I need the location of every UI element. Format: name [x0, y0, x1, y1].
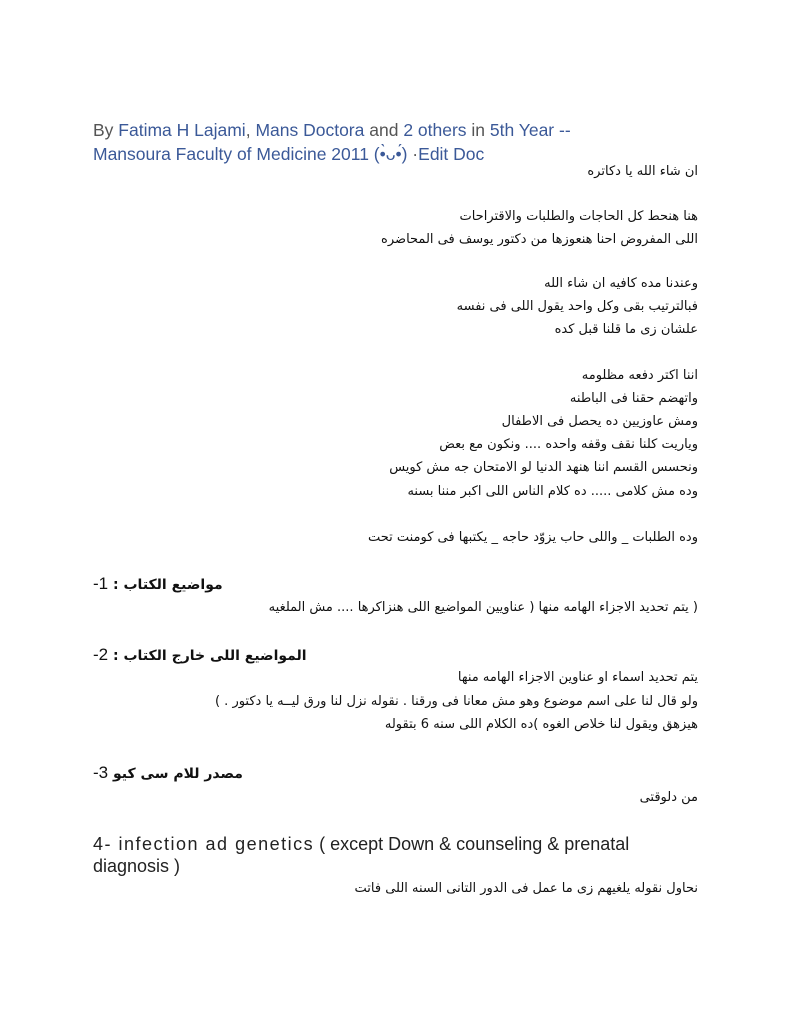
text-line: ( يتم تحديد الاجزاء الهامه منها ( عناويين المواضيع اللى هنزاكرها .... مش الملغيه — [268, 600, 698, 615]
text-line: يتم تحديد اسماء او عناوين الاجزاء الهامه منها — [457, 670, 698, 685]
byline — [93, 118, 653, 166]
text-line: من دلوقتى — [639, 790, 698, 805]
section-heading-1 — [93, 574, 698, 595]
text-line: وده مش كلامى ..... ده كلام الناس اللى اكبر مننا بسنه — [407, 484, 698, 499]
heading-number: 2- — [93, 645, 109, 664]
text-line: هنا هنحط كل الحاجات والطلبات والاقتراحات — [459, 209, 698, 224]
text-line: ولو قال لنا على اسم موضوع وهو مش معانا فى ورقنا . نقوله نزل لنا ورق ليــه يا دكتور . ) — [214, 694, 698, 709]
text-line: اللى المفروض احنا هنعوزها من دكتور يوسف فى المحاضره — [381, 232, 698, 247]
text-line: نحاول نقوله يلغيهم زى ما عمل فى الدور التانى السنه اللى فاتت — [354, 881, 698, 896]
byline-prefix: By — [93, 120, 119, 140]
heading-text: مصدر للام سى كيو — [113, 766, 243, 782]
text-line: واتهضم حقنا فى الباطنه — [569, 391, 698, 406]
text-line: ونحسس القسم اننا هنهد الدنيا لو الامتحان جه مش كويس — [389, 460, 698, 475]
text-line: علشان زى ما قلنا قبل كده — [554, 322, 698, 337]
heading-number: 3- — [93, 763, 109, 782]
heading-number: 1- — [93, 574, 109, 593]
byline-sep: , — [245, 120, 256, 140]
text-line: فبالترتيب بقى وكل واحد يقول اللى فى نفسه — [456, 299, 698, 314]
author-link-fatima[interactable]: Fatima H Lajami — [118, 120, 246, 140]
author-link-mans-doctora[interactable]: Mans Doctora — [255, 120, 365, 140]
byline-dot: · — [407, 144, 419, 164]
heading-text: مواضيع الكتاب : — [113, 577, 223, 593]
section-heading-2 — [93, 645, 698, 666]
text-line: وياريت كلنا نقف وقفه واحده .... ونكون مع بعض — [439, 437, 698, 452]
section-heading-3 — [93, 763, 698, 784]
byline-and: and — [364, 120, 404, 140]
others-link[interactable]: 2 others — [403, 120, 467, 140]
edit-doc-link[interactable]: Edit Doc — [418, 144, 485, 164]
item4-title: 4- infection ad genetics — [93, 834, 315, 854]
item4-detail: ( except Down & counseling & prenatal diagnosis ) — [93, 834, 630, 876]
text-line: وعندنا مده كافيه ان شاء الله — [544, 276, 698, 291]
english-item-4 — [93, 833, 703, 877]
text-line: ان شاء الله يا دكاتره — [587, 164, 698, 179]
byline-in: in — [466, 120, 490, 140]
heading-text: المواضيع اللى خارج الكتاب : — [113, 648, 307, 664]
text-line: وده الطلبات _ واللى حاب يزوّد حاجه _ يكتبها فى كومنت تحت — [367, 530, 698, 545]
text-line: ومش عاوزيين ده يحصل فى الاطفال — [501, 414, 698, 429]
text-line: هيزهق ويقول لنا خلاص الغوه )ده الكلام اللى سنه 6 بتقوله — [384, 717, 698, 732]
text-line: اننا اكتر دفعه مظلومه — [581, 368, 698, 383]
group-link[interactable]: 5th Year -- Mansoura Faculty of Medicine 2011 (•̀ᴗ•́) — [93, 120, 571, 164]
